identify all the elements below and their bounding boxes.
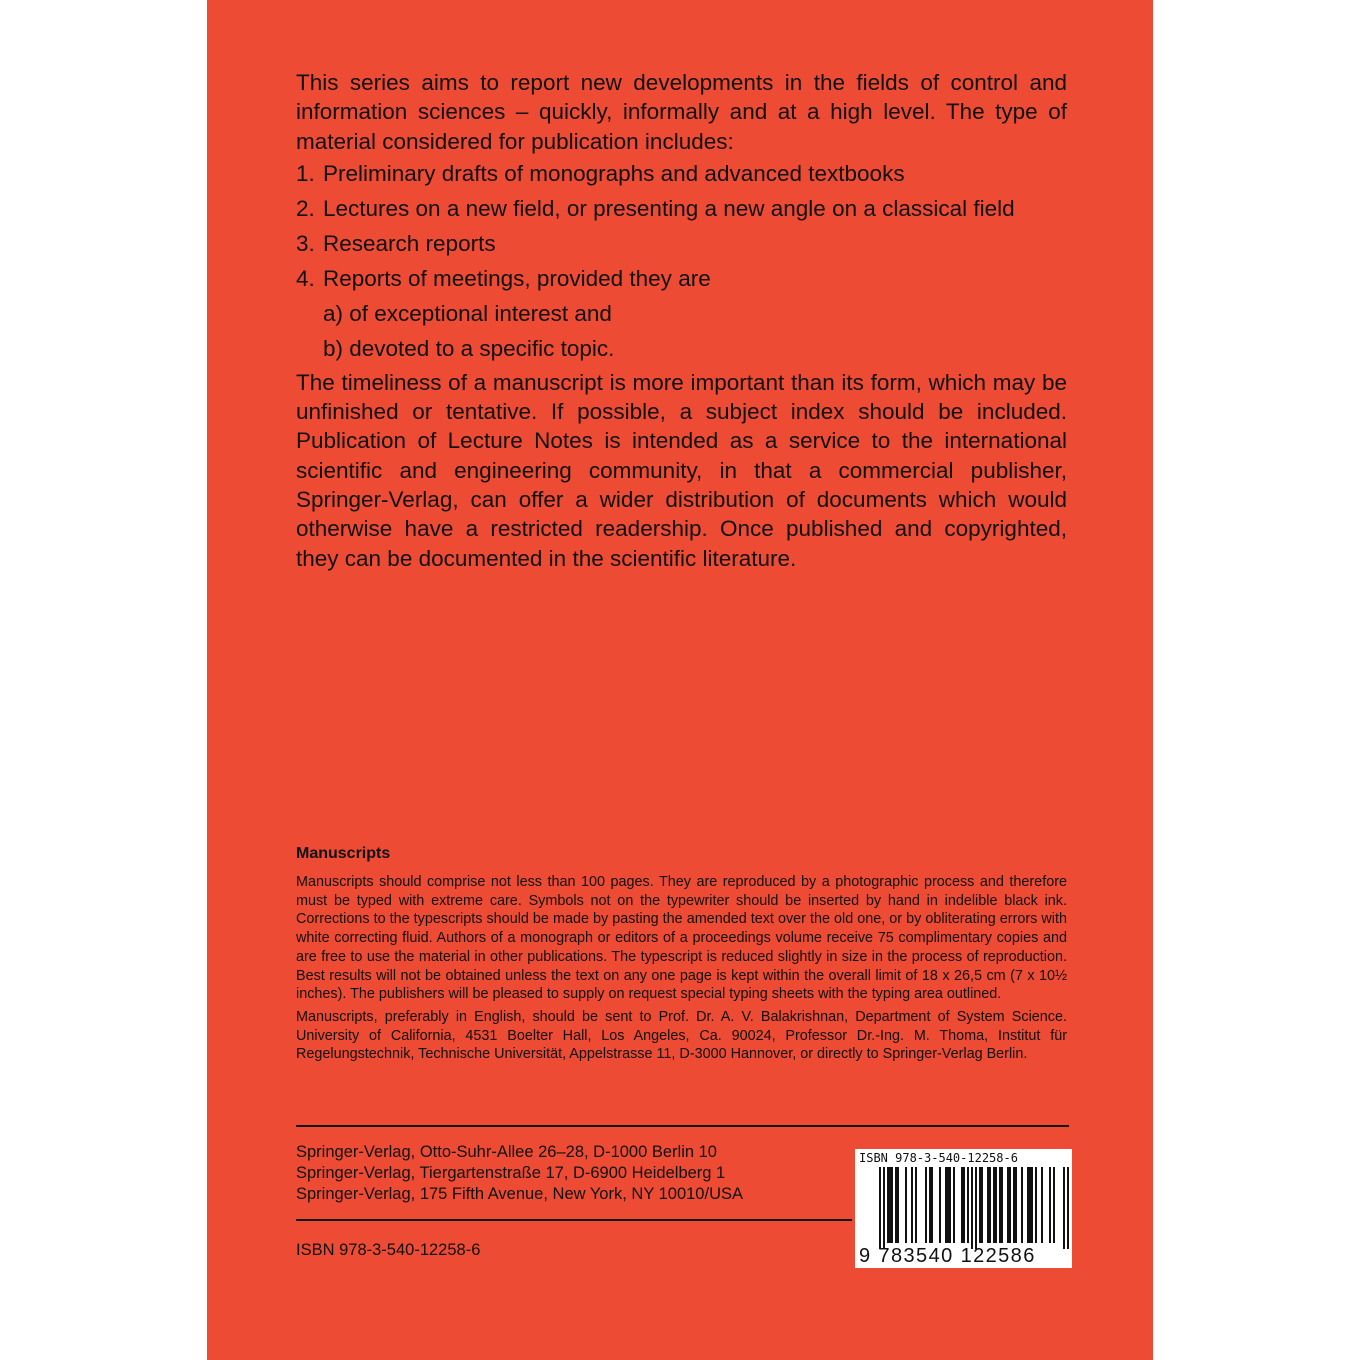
barcode-bar (1013, 1167, 1015, 1243)
divider (296, 1125, 1069, 1127)
barcode-bar (929, 1167, 931, 1243)
list-number: 1. (296, 160, 315, 186)
barcode-bar (987, 1167, 989, 1243)
address-line: Springer-Verlag, 175 Fifth Avenue, New York, NY 10010/USA (296, 1185, 743, 1203)
barcode-bar (915, 1167, 917, 1243)
barcode-digits: 9 783540 122586 (859, 1245, 1036, 1267)
list-item (296, 261, 1067, 296)
barcode-bar (925, 1167, 927, 1243)
barcode-bar (1001, 1167, 1003, 1243)
barcode-bar (1063, 1167, 1065, 1249)
sub-list-item: a) of exceptional interest and (323, 300, 612, 326)
barcode-bar (911, 1167, 913, 1243)
barcode-bar (895, 1167, 897, 1243)
barcode (855, 1149, 1072, 1268)
barcode-bar (931, 1167, 933, 1243)
barcode-bar (1041, 1167, 1043, 1243)
series-description (296, 68, 1067, 573)
barcode-bar (1053, 1167, 1055, 1243)
barcode-bar (971, 1167, 973, 1249)
barcode-bar (891, 1167, 893, 1243)
barcode-bar (993, 1167, 995, 1243)
barcode-bar (1015, 1167, 1017, 1243)
list-item (296, 191, 1067, 226)
barcode-bar (879, 1167, 881, 1249)
barcode-bar (989, 1167, 991, 1243)
list-text: Lectures on a new field, or presenting a new angle on a classical field (323, 195, 1015, 221)
barcode-bar (1035, 1167, 1037, 1243)
barcode-bar (995, 1167, 997, 1243)
manuscripts-submission: Manuscripts, preferably in English, should be sent to Prof. Dr. A. V. Balakrishnan, Department of System Science. University of California, 4531 Boelter Hall, Los Angeles, Ca. 90024, Professor Dr.-Ing. M. Thoma, Institut für Regelungstechnik, Technische Universität, Appelstrasse 11, D-3000 Hannover, or directly to Springer-Verlag Berlin. (296, 1008, 1067, 1063)
address-line: Springer-Verlag, Tiergartenstraße 17, D-6900 Heidelberg 1 (296, 1164, 726, 1182)
barcode-bar (1009, 1167, 1011, 1243)
barcode-bar (889, 1167, 891, 1243)
publisher-addresses (296, 1142, 743, 1205)
barcode-bar (1007, 1167, 1009, 1243)
barcode-bar (961, 1167, 963, 1243)
barcode-bar (967, 1167, 969, 1243)
barcode-bar (947, 1167, 949, 1243)
list-number: 2. (296, 195, 315, 221)
list-text: Preliminary drafts of monographs and advanced textbooks (323, 160, 905, 186)
barcode-bar (1049, 1167, 1051, 1243)
barcode-bar (953, 1167, 955, 1243)
list-item (296, 226, 1067, 261)
divider (296, 1219, 852, 1221)
list-text: Reports of meetings, provided they are (323, 265, 711, 291)
barcode-bar (949, 1167, 951, 1243)
barcode-bar (975, 1167, 977, 1249)
barcode-isbn-label: ISBN 978-3-540-12258-6 (859, 1151, 1018, 1165)
manuscripts-section (296, 843, 1067, 1068)
barcode-bar (905, 1167, 907, 1243)
list-number: 4. (296, 265, 315, 291)
intro-paragraph: This series aims to report new developments in the fields of control and information sciences – quickly, informally and at a high level. The type of material considered for publication includes: (296, 70, 1067, 154)
barcode-bar (963, 1167, 965, 1243)
barcode-bar (897, 1167, 899, 1243)
barcode-bar (887, 1167, 889, 1243)
barcode-bar (1067, 1167, 1069, 1249)
list-number: 3. (296, 230, 315, 256)
barcode-bar (883, 1167, 885, 1249)
barcode-bar (1027, 1167, 1029, 1243)
barcode-bar (1021, 1167, 1023, 1243)
barcode-bar (981, 1167, 983, 1243)
list-text: Research reports (323, 230, 496, 256)
isbn-number: ISBN 978-3-540-12258-6 (296, 1241, 481, 1259)
barcode-bar (939, 1167, 941, 1243)
barcode-bar (1029, 1167, 1031, 1243)
manuscripts-paragraph: Manuscripts should comprise not less than 100 pages. They are reproduced by a photographic process and therefore must be typed with extreme care. Symbols not on the typewriter should be inserted by hand in indelible black ink. Corrections to the typescripts should be made by pasting the amended text over the old one, or by obliterating errors with white correcting fluid. Authors of a monograph or editors of a proceedings volume receive 75 complimentary copies and are free to use the material in other publications. The typescript is reduced slightly in size in the process of reproduction. Best results will not be obtained unless the text on any one page is kept within the overall limit of 18 x 26,5 cm (7 x 10½ inches). The publishers will be pleased to supply on request special typing sheets with the typing area outlined. (296, 874, 1067, 1003)
closing-paragraph: The timeliness of a manuscript is more important than its form, which may be unfinished or tentative. If possible, a subject index should be included. Publication of Lecture Notes is intended as a service to the international scientific and engineering community, in that a commercial publisher, Springer-Verlag, can offer a wider distribution of documents which would otherwise have a restricted readership. Once published and copyrighted, they can be documented in the scientific literature. (296, 369, 1067, 571)
sub-list-item: b) devoted to a specific topic. (323, 335, 615, 361)
barcode-bar (1031, 1167, 1033, 1243)
barcode-bar (979, 1167, 981, 1243)
address-line: Springer-Verlag, Otto-Suhr-Allee 26–28, D-1000 Berlin 10 (296, 1143, 717, 1161)
list-item (296, 156, 1067, 191)
manuscripts-heading: Manuscripts (296, 845, 391, 862)
back-cover (207, 0, 1153, 1360)
barcode-bar (945, 1167, 947, 1243)
barcode-bar (999, 1167, 1001, 1243)
